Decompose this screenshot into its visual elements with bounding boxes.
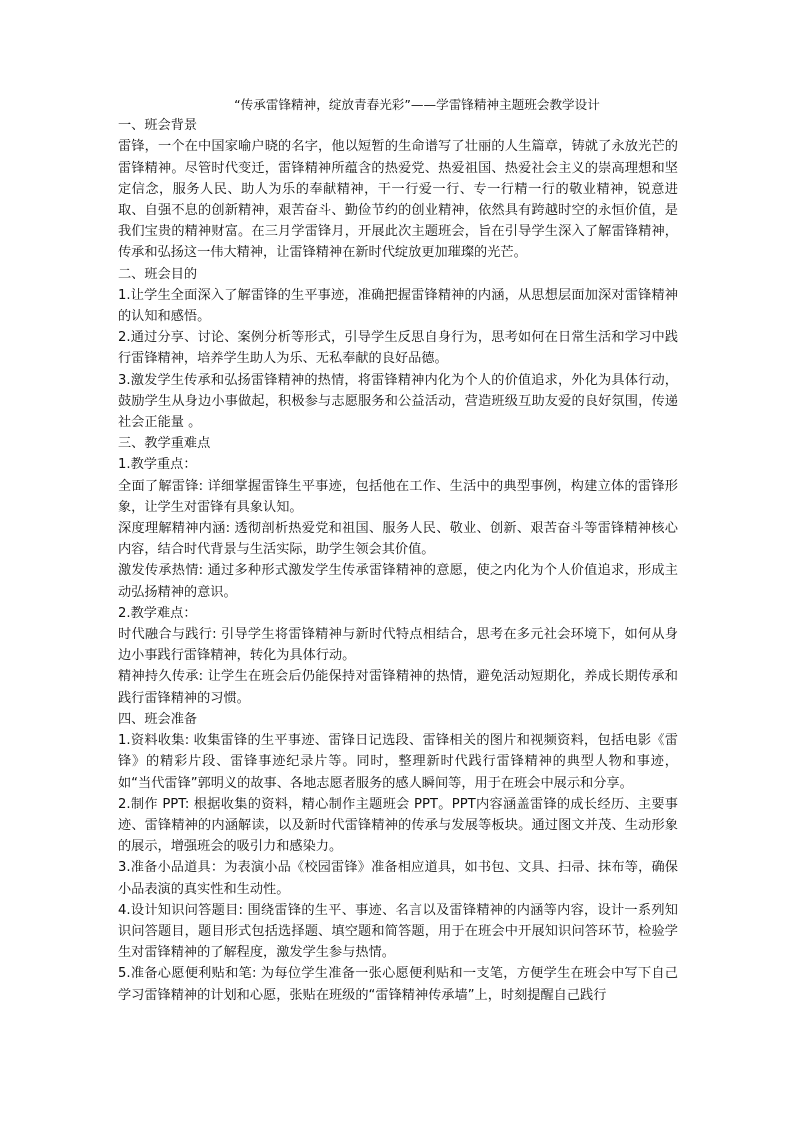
section-heading-key-points: 三、教学重难点 [118,436,211,452]
preparation-item: 4.设计知识问答题目: 围绕雷锋的生平、事迹、名言以及雷锋精神的内涵等内容，设计一系列知识问答题目，题目形式包括选择题、填空题和简答题，用于在班会中开展知识问答环节，检验学生对雷锋精神的了解程度，激发学生参与热情。 [118,902,678,961]
preparation-item: 5.准备心愿便利贴和笔: 为每位学生准备一张心愿便利贴和一支笔，方便学生在班会中写下自己学习雷锋精神的计划和心愿，张贴在班级的“雷锋精神传承墙”上，时刻提醒自己践行 [118,966,678,1003]
key-point-item: 深度理解精神内涵: 透彻剖析热爱党和祖国、服务人民、敬业、创新、艰苦奋斗等雷锋精神核心内容，结合时代背景与生活实际，助学生领会其价值。 [118,521,678,558]
background-paragraph: 雷锋，一个在中国家喻户晓的名字，他以短暂的生命谱写了壮丽的人生篇章，铸就了永放光芒的雷锋精神。尽管时代变迁，雷锋精神所蕴含的热爱党、热爱祖国、热爱社会主义的崇高理想和坚定信念，服务人民、助人为乐的奉献精神，干一行爱一行、专一行精一行的敬业精神，锐意进取、自强不息的创新精神，艰苦奋斗、勤俭节约的创业精神，依然具有跨越时空的永恒价值，是我们宝贵的精神财富。在三月学雷锋月，开展此次主题班会，旨在引导学生深入了解雷锋精神，传承和弘扬这一伟大精神，让雷锋精神在新时代绽放更加璀璨的光芒。 [118,139,678,261]
document-page [118,94,678,1006]
difficulty-item: 时代融合与践行: 引导学生将雷锋精神与新时代特点相结合，思考在多元社会环境下，如何从身边小事践行雷锋精神，转化为具体行动。 [118,627,678,664]
preparation-item: 3.准备小品道具：为表演小品《校园雷锋》准备相应道具，如书包、文具、扫帚、抹布等，确保小品表演的真实性和生动性。 [118,860,678,897]
purpose-item: 1.让学生全面深入了解雷锋的生平事迹，准确把握雷锋精神的内涵，从思想层面加深对雷锋精神的认知和感悟。 [118,287,678,325]
purpose-item: 3.激发学生传承和弘扬雷锋精神的热情，将雷锋精神内化为个人的价值追求，外化为具体行动，鼓励学生从身边小事做起，积极参与志愿服务和公益活动，营造班级互助友爱的良好氛围，传递社会正能量 。 [118,372,678,431]
difficulty-item: 精神持久传承: 让学生在班会后仍能保持对雷锋精神的热情，避免活动短期化，养成长期传承和践行雷锋精神的习惯。 [118,669,678,706]
document-title: “传承雷锋精神，绽放青春光彩”——学雷锋精神主题班会教学设计 [234,97,600,112]
preparation-item: 1.资料收集: 收集雷锋的生平事迹、雷锋日记选段、雷锋相关的图片和视频资料，包括电影《雷锋》的精彩片段、雷锋事迹纪录片等。同时，整理新时代践行雷锋精神的典型人物和事迹，如“当代雷锋”郭明义的故事、各地志愿者服务的感人瞬间等，用于在班会中展示和分享。 [118,733,678,791]
key-point-item: 全面了解雷锋: 详细掌握雷锋生平事迹，包括他在工作、生活中的典型事例，构建立体的雷锋形象，让学生对雷锋有具象认知。 [118,478,678,515]
section-heading-purpose: 二、班会目的 [118,266,198,282]
difficulties-subheading: 2.教学难点： [118,605,197,621]
key-points-subheading: 1.教学重点： [118,457,197,473]
preparation-item: 2.制作 PPT: 根据收集的资料，精心制作主题班会 PPT。PPT内容涵盖雷锋的成长经历、主要事迹、雷锋精神的内涵解读，以及新时代雷锋精神的传承与发展等板块。通过图文并茂、生动形象的展示，增强班会的吸引力和感染力。 [118,796,678,855]
purpose-item: 2.通过分享、讨论、案例分析等形式，引导学生反思自身行为，思考如何在日常生活和学习中践行雷锋精神，培养学生助人为乐、无私奉献的良好品德。 [118,330,678,367]
key-point-item: 激发传承热情: 通过多种形式激发学生传承雷锋精神的意愿，使之内化为个人价值追求，形成主动弘扬精神的意识。 [118,563,678,600]
section-heading-background: 一、班会背景 [118,118,198,134]
section-heading-preparation: 四、班会准备 [118,711,198,727]
